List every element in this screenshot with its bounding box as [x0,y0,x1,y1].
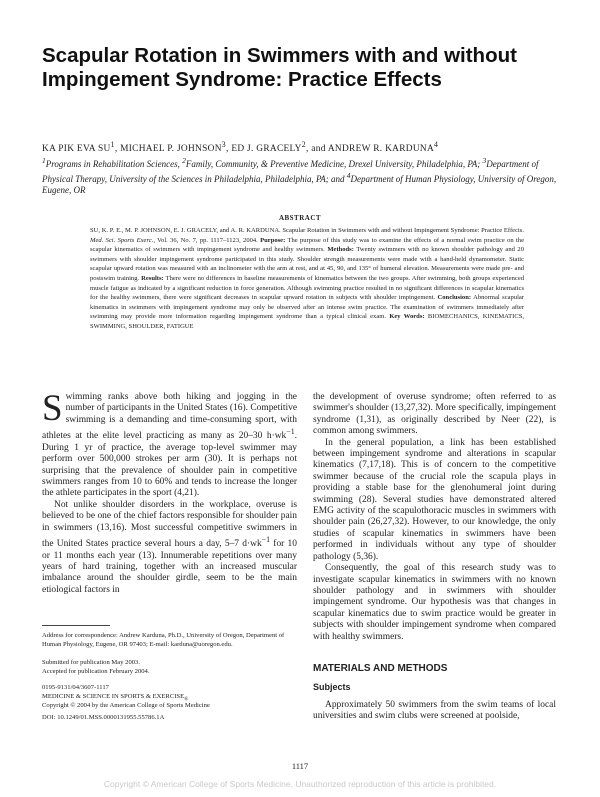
body-paragraph: Consequently, the goal of this research study was to investigate scapular kinematics in swimmers with no known shoulder pathology and in swimmers with shoulder impingement syndrome. Our hypothesis was that changes in scapular kinematics due to swim practice would be greater in subjects with shoulder impingement syndrome when compared with healthy swimmers. [313,563,556,642]
affil-text: Department of Physical Therapy, University of the Sciences in Philadelphia, Philadelphia, PA; and [42,159,539,184]
affil-text: Programs in Rehabilitation Sciences, [45,159,183,169]
author-affil-sup: 1 [110,140,115,149]
author-affil-sup: 4 [434,140,439,149]
affil-sup: 1 [42,156,46,165]
article-title: Scapular Rotation in Swimmers with and without Impingement Syndrome: Practice Effects [42,44,517,91]
paragraph-text: Not unlike shoulder disorders in the workplace, overuse is believed to be one of the chief factors responsible for shoulder pain in swimmers (13,16). Most successful competitive swimmers in the United States practice several hours a day, 5–7 d·wk [42,499,297,550]
copyright-watermark: Copyright © American College of Sports Medicine. Unauthorized reproduction of this article is prohibited. [103,779,497,789]
results-text: There were no differences in baseline measurements of kinematics between the two groups. After swimming, both groups experienced muscle fatigue as indicated by a significant reduction in force generation. Although swimming practice resulted in no significant differences in scapular kinematics for the healthy swimmers, there were significant decreases in scapular upward rotation in subjects with shoulder impingement. [90,274,524,302]
author-name: ANDREW R. KARDUNA [327,144,435,155]
paragraph-text: . During 1 yr of practice, the average top-level swimmer may perform over 500,000 strokes per arm (30). It is perhaps not surprising that the prevalence of shoulder pain in competitive swimmers ranges from 10 to 60% and tends to increase the longer the athlete participates in the sport (4,21). [42,431,297,499]
journal-name-text: MEDICINE & SCIENCE IN SPORTS & EXERCISE [42,693,185,700]
correspondence-note: Address for correspondence: Andrew Karduna, Ph.D., University of Oregon, Department of Human Physiology, Eugene, OR 97403; E-mail: karduna@uoregon.edu. [42,632,285,648]
subsection-heading: Subjects [313,682,351,693]
paragraph-text: wimming ranks above both hiking and jogging in the number of participants in the United States (16). Competitive swimming is a demanding and time-consuming sport, with athletes at the elite level practicing as many as 20–30 h·wk [42,392,298,442]
abstract-heading: ABSTRACT [278,214,322,222]
conclusion-label: Conclusion: [437,294,472,302]
body-paragraph: Approximately 50 swimmers from the swim teams of local universities and swim clubs were screened at poolside, [313,699,556,722]
drop-cap: S [42,388,63,429]
body-right-column [313,392,556,723]
unit-exponent: −1 [261,535,271,545]
results-label: Results: [141,274,164,282]
affil-sup: 2 [182,156,186,165]
abstract-body [90,226,524,332]
abstract-journal: Med. Sci. Sports Exerc. [90,236,154,244]
affiliations [42,155,562,196]
issn-code: 0195-9131/04/3607-1117 [42,684,109,691]
journal-registered: ® [184,696,189,703]
affil-text: Family, Community, & Preventive Medicine, Drexel University, Philadelphia, PA; [185,159,483,169]
body-paragraph [42,500,297,596]
copyright-line: Copyright © 2004 by the American College of Sports Medicine [42,702,210,709]
footnote-divider [42,625,110,626]
keywords-text: BIOMECHANICS, KINEMATICS, SWIMMING, SHOULDER, FATIGUE [90,313,525,330]
section-heading: MATERIALS AND METHODS [313,662,448,674]
body-paragraph [42,388,298,500]
author-affil-sup: 3 [221,140,227,149]
affil-sup: 3 [482,156,487,165]
purpose-text: The purpose of this study was to examine the effects of a normal swim practice on the scapular kinematics of swimmers with impingement syndrome and healthy swimmers. [90,236,524,254]
submitted-date: Submitted for publication May 2003. [42,659,140,666]
paragraph-text: for 10 or 11 months each year (13). Innumerable repetitions over many years of hard training, together with an increased muscular imbalance around the shoulder girdle, seem to be the main etiological factors in [42,539,297,595]
author-name: KA PIK EVA SU [42,144,111,155]
methods-label: Methods: [327,246,354,254]
conclusion-text: Abnormal scapular kinematics in swimmers with impingement syndrome may only be observed after an intense swim practice. The examination of swimmers immediately after swimming may provide more information regarding impingement syndrome than a typical clinical exam. [90,294,524,321]
body-paragraph: the development of overuse syndrome; often referred to as swimmer's shoulder (13,27,32). More specifically, impingement syndrome (1,31), as originally described by Neer (22), is common among swimmers. [313,392,556,437]
affil-text: Department of Human Physiology, University of Oregon, Eugene, OR [42,174,557,195]
keywords-label: Key Words: [389,313,425,321]
author-list: KA PIK EVA $SU^1$, MICHAEL P. JOHNSON$^3$, ED J. GRACELY$^2$, and ANDREW R. KARDUNA$^4$ [42,140,439,155]
unit-exponent: −1 [286,427,295,437]
abstract-citation: SU, K. P. E., M. P. JOHNSON, E. J. GRACELY, and A. R. KARDUNA. Scapular Rotation in Swimmers with and without Impingement Syndrome: Practice Effects. [90,227,524,234]
author-name: MICHAEL P. JOHNSON [120,144,222,155]
author-name: ED J. GRACELY [231,144,302,155]
page-number: 1117 [291,761,309,771]
author-affil-sup: 2 [301,140,306,149]
doi: DOI: 10.1249/01.MSS.0000131955.55786.1A [42,714,165,721]
abstract-citation-tail: , Vol. 36, No. 7, pp. 1117–1123, 2004. [153,236,258,244]
accepted-date: Accepted for publication February 2004. [42,668,150,675]
body-paragraph: In the general population, a link has been established between impingement syndrome and alterations in scapular kinematics (7,17,18). This is of concern to the competitive swimmer because of the crucial role the scapula plays in providing a stable base for the glenohumeral joint during swimming (28). Several studies have demonstrated altered EMG activity of the scapulothoracic muscles in swimmers with shoulder pain (26,27,32). However, to our knowledge, the only studies of scapular kinematics in swimmers have been performed in individuals without any type of shoulder pathology (5,36). [313,437,556,562]
methods-text: Twenty swimmers with no known shoulder pathology and 20 swimmers with shoulder impingement syndrome participated in this study. Shoulder strength measurements were made with a hand-held dynamometer. Static scapular upward rotation was measured with an inclinometer with the arm at rest, and at 45, 90, and 135° of humeral elevation. Measurements were made pre- and postswim training. [90,246,524,282]
affil-sup: 4 [346,171,351,180]
purpose-label: Purpose: [260,236,286,244]
body-left-column [42,388,298,596]
